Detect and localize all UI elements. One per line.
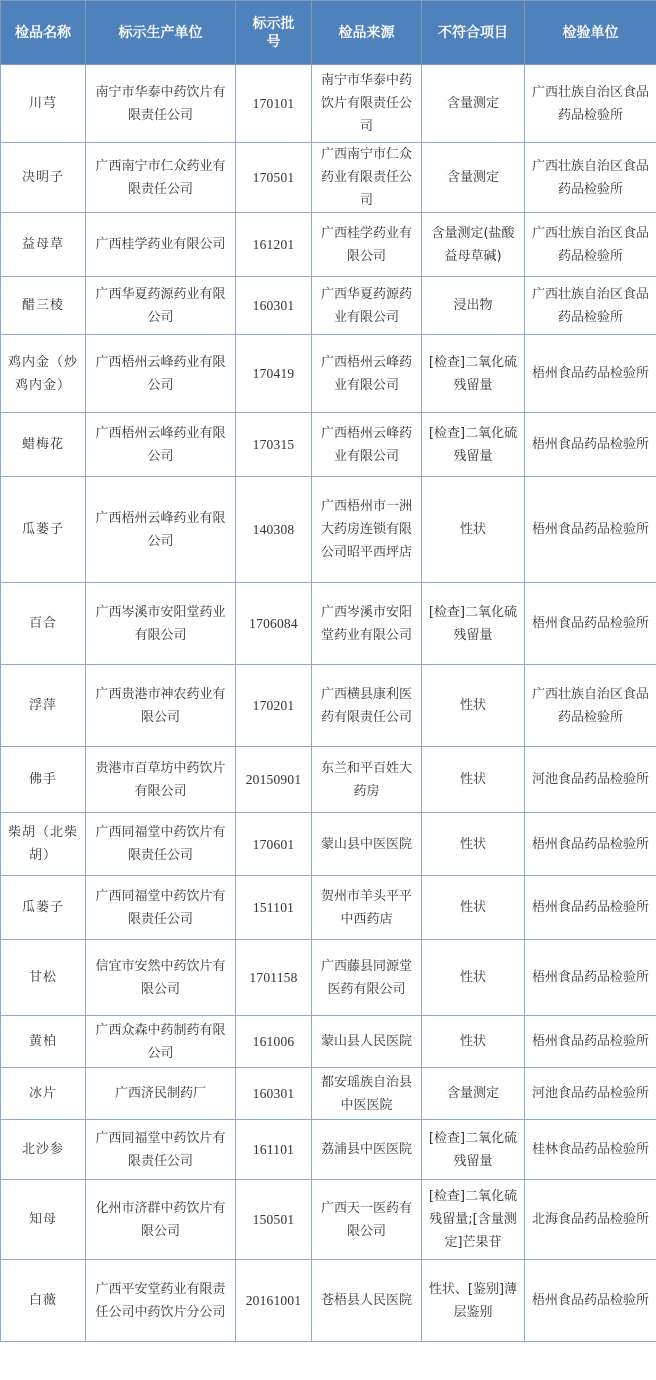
cell-source: 广西桂学药业有限公司: [312, 213, 422, 277]
cell-lab: 梧州食品药品检验所: [525, 813, 656, 876]
cell-name: 知母: [1, 1180, 86, 1260]
cell-lab: 河池食品药品检验所: [525, 1068, 656, 1120]
header-item: 不符合项目: [422, 1, 525, 65]
header-batch: 标示批号: [236, 1, 312, 65]
header-lab: 检验单位: [525, 1, 656, 65]
table-row: [1, 1016, 656, 1068]
cell-producer: 信宜市安然中药饮片有限公司: [86, 940, 236, 1016]
cell-lab: 广西壮族自治区食品药品检验所: [525, 665, 656, 747]
cell-lab: 河池食品药品检验所: [525, 747, 656, 813]
table-row: [1, 583, 656, 665]
cell-lab: 广西壮族自治区食品药品检验所: [525, 65, 656, 143]
cell-item: 含量测定(盐酸益母草碱): [422, 213, 525, 277]
header-producer: 标示生产单位: [86, 1, 236, 65]
cell-source: 广西华夏药源药业有限公司: [312, 277, 422, 335]
cell-producer: 广西济民制药厂: [86, 1068, 236, 1120]
cell-item: 性状: [422, 1016, 525, 1068]
cell-producer: 广西同福堂中药饮片有限责任公司: [86, 813, 236, 876]
cell-batch: 161201: [236, 213, 312, 277]
cell-source: 广西岑溪市安阳堂药业有限公司: [312, 583, 422, 665]
cell-name: 甘松: [1, 940, 86, 1016]
cell-batch: 170501: [236, 143, 312, 213]
cell-name: 北沙参: [1, 1120, 86, 1180]
cell-source: 都安瑶族自治县中医医院: [312, 1068, 422, 1120]
cell-name: 瓜蒌子: [1, 876, 86, 940]
cell-source: 蒙山县中医医院: [312, 813, 422, 876]
table-row: [1, 65, 656, 143]
table-row: [1, 1120, 656, 1180]
cell-item: 性状: [422, 665, 525, 747]
cell-name: 柴胡（北柴胡）: [1, 813, 86, 876]
table-row: [1, 213, 656, 277]
cell-producer: 广西南宁市仁众药业有限责任公司: [86, 143, 236, 213]
cell-source: 贺州市羊头平平中西药店: [312, 876, 422, 940]
header-name: 检品名称: [1, 1, 86, 65]
cell-lab: 广西壮族自治区食品药品检验所: [525, 277, 656, 335]
cell-producer: 广西贵港市神农药业有限公司: [86, 665, 236, 747]
cell-source: 荔浦县中医医院: [312, 1120, 422, 1180]
cell-batch: 20150901: [236, 747, 312, 813]
cell-name: 瓜蒌子: [1, 477, 86, 583]
cell-name: 佛手: [1, 747, 86, 813]
cell-producer: 广西众森中药制药有限公司: [86, 1016, 236, 1068]
cell-name: 川芎: [1, 65, 86, 143]
cell-batch: 170201: [236, 665, 312, 747]
cell-item: 含量测定: [422, 143, 525, 213]
table-row: [1, 335, 656, 413]
cell-name: 白薇: [1, 1260, 86, 1342]
cell-producer: 贵港市百草坊中药饮片有限公司: [86, 747, 236, 813]
cell-producer: 广西同福堂中药饮片有限责任公司: [86, 1120, 236, 1180]
cell-name: 益母草: [1, 213, 86, 277]
header-row: [1, 1, 656, 65]
cell-batch: 170315: [236, 413, 312, 477]
table-row: [1, 143, 656, 213]
cell-batch: 160301: [236, 1068, 312, 1120]
cell-batch: 170601: [236, 813, 312, 876]
cell-source: 蒙山县人民医院: [312, 1016, 422, 1068]
table-row: [1, 813, 656, 876]
cell-item: 性状: [422, 813, 525, 876]
cell-item: 浸出物: [422, 277, 525, 335]
cell-name: 黄柏: [1, 1016, 86, 1068]
cell-source: 广西天一医药有限公司: [312, 1180, 422, 1260]
cell-producer: 广西同福堂中药饮片有限责任公司: [86, 876, 236, 940]
cell-producer: 广西桂学药业有限公司: [86, 213, 236, 277]
table-row: [1, 940, 656, 1016]
cell-producer: 广西岑溪市安阳堂药业有限公司: [86, 583, 236, 665]
cell-name: 冰片: [1, 1068, 86, 1120]
cell-name: 鸡内金（炒鸡内金）: [1, 335, 86, 413]
cell-source: 广西横县康利医药有限责任公司: [312, 665, 422, 747]
cell-item: 性状: [422, 747, 525, 813]
cell-batch: 161101: [236, 1120, 312, 1180]
cell-item: 含量测定: [422, 1068, 525, 1120]
cell-item: 性状: [422, 477, 525, 583]
cell-batch: 170101: [236, 65, 312, 143]
cell-source: 东兰和平百姓大药房: [312, 747, 422, 813]
cell-lab: 梧州食品药品检验所: [525, 335, 656, 413]
table-row: [1, 1260, 656, 1342]
table-row: [1, 277, 656, 335]
cell-lab: 梧州食品药品检验所: [525, 477, 656, 583]
cell-source: 广西藤县同源堂医药有限公司: [312, 940, 422, 1016]
cell-batch: 1706084: [236, 583, 312, 665]
cell-producer: 广西梧州云峰药业有限公司: [86, 413, 236, 477]
cell-lab: 梧州食品药品检验所: [525, 583, 656, 665]
table-row: [1, 876, 656, 940]
header-source: 检品来源: [312, 1, 422, 65]
cell-name: 醋三棱: [1, 277, 86, 335]
cell-name: 百合: [1, 583, 86, 665]
cell-lab: 梧州食品药品检验所: [525, 413, 656, 477]
cell-producer: 广西平安堂药业有限责任公司中药饮片分公司: [86, 1260, 236, 1342]
cell-item: 性状: [422, 940, 525, 1016]
table-row: [1, 747, 656, 813]
cell-producer: 南宁市华泰中药饮片有限责任公司: [86, 65, 236, 143]
cell-item: 含量测定: [422, 65, 525, 143]
cell-producer: 广西梧州云峰药业有限公司: [86, 335, 236, 413]
cell-lab: 北海食品药品检验所: [525, 1180, 656, 1260]
cell-batch: 140308: [236, 477, 312, 583]
cell-item: [检查]二氧化硫残留量: [422, 583, 525, 665]
cell-source: 广西梧州云峰药业有限公司: [312, 335, 422, 413]
table-row: [1, 413, 656, 477]
cell-batch: 20161001: [236, 1260, 312, 1342]
table-row: [1, 477, 656, 583]
cell-item: 性状、[鉴别]薄层鉴别: [422, 1260, 525, 1342]
cell-item: [检查]二氧化硫残留量;[含量测定]芒果苷: [422, 1180, 525, 1260]
table-body: [1, 65, 656, 1342]
cell-source: 广西梧州云峰药业有限公司: [312, 413, 422, 477]
cell-item: 性状: [422, 876, 525, 940]
cell-lab: 梧州食品药品检验所: [525, 1260, 656, 1342]
cell-batch: 170419: [236, 335, 312, 413]
cell-source: 广西梧州市一洲大药房连锁有限公司昭平西坪店: [312, 477, 422, 583]
cell-batch: 151101: [236, 876, 312, 940]
cell-source: 广西南宁市仁众药业有限责任公司: [312, 143, 422, 213]
cell-item: [检查]二氧化硫残留量: [422, 335, 525, 413]
cell-name: 蜡梅花: [1, 413, 86, 477]
cell-name: 浮萍: [1, 665, 86, 747]
cell-producer: 广西华夏药源药业有限公司: [86, 277, 236, 335]
cell-lab: 广西壮族自治区食品药品检验所: [525, 213, 656, 277]
cell-lab: 梧州食品药品检验所: [525, 940, 656, 1016]
cell-name: 决明子: [1, 143, 86, 213]
cell-batch: 161006: [236, 1016, 312, 1068]
cell-lab: 桂林食品药品检验所: [525, 1120, 656, 1180]
cell-batch: 150501: [236, 1180, 312, 1260]
cell-lab: 广西壮族自治区食品药品检验所: [525, 143, 656, 213]
table-row: [1, 1068, 656, 1120]
cell-batch: 160301: [236, 277, 312, 335]
cell-producer: 化州市济群中药饮片有限公司: [86, 1180, 236, 1260]
cell-batch: 1701158: [236, 940, 312, 1016]
cell-item: [检查]二氧化硫残留量: [422, 413, 525, 477]
cell-producer: 广西梧州云峰药业有限公司: [86, 477, 236, 583]
cell-item: [检查]二氧化硫残留量: [422, 1120, 525, 1180]
cell-source: 苍梧县人民医院: [312, 1260, 422, 1342]
cell-lab: 梧州食品药品检验所: [525, 876, 656, 940]
table-row: [1, 665, 656, 747]
table-row: [1, 1180, 656, 1260]
cell-source: 南宁市华泰中药饮片有限责任公司: [312, 65, 422, 143]
cell-lab: 梧州食品药品检验所: [525, 1016, 656, 1068]
